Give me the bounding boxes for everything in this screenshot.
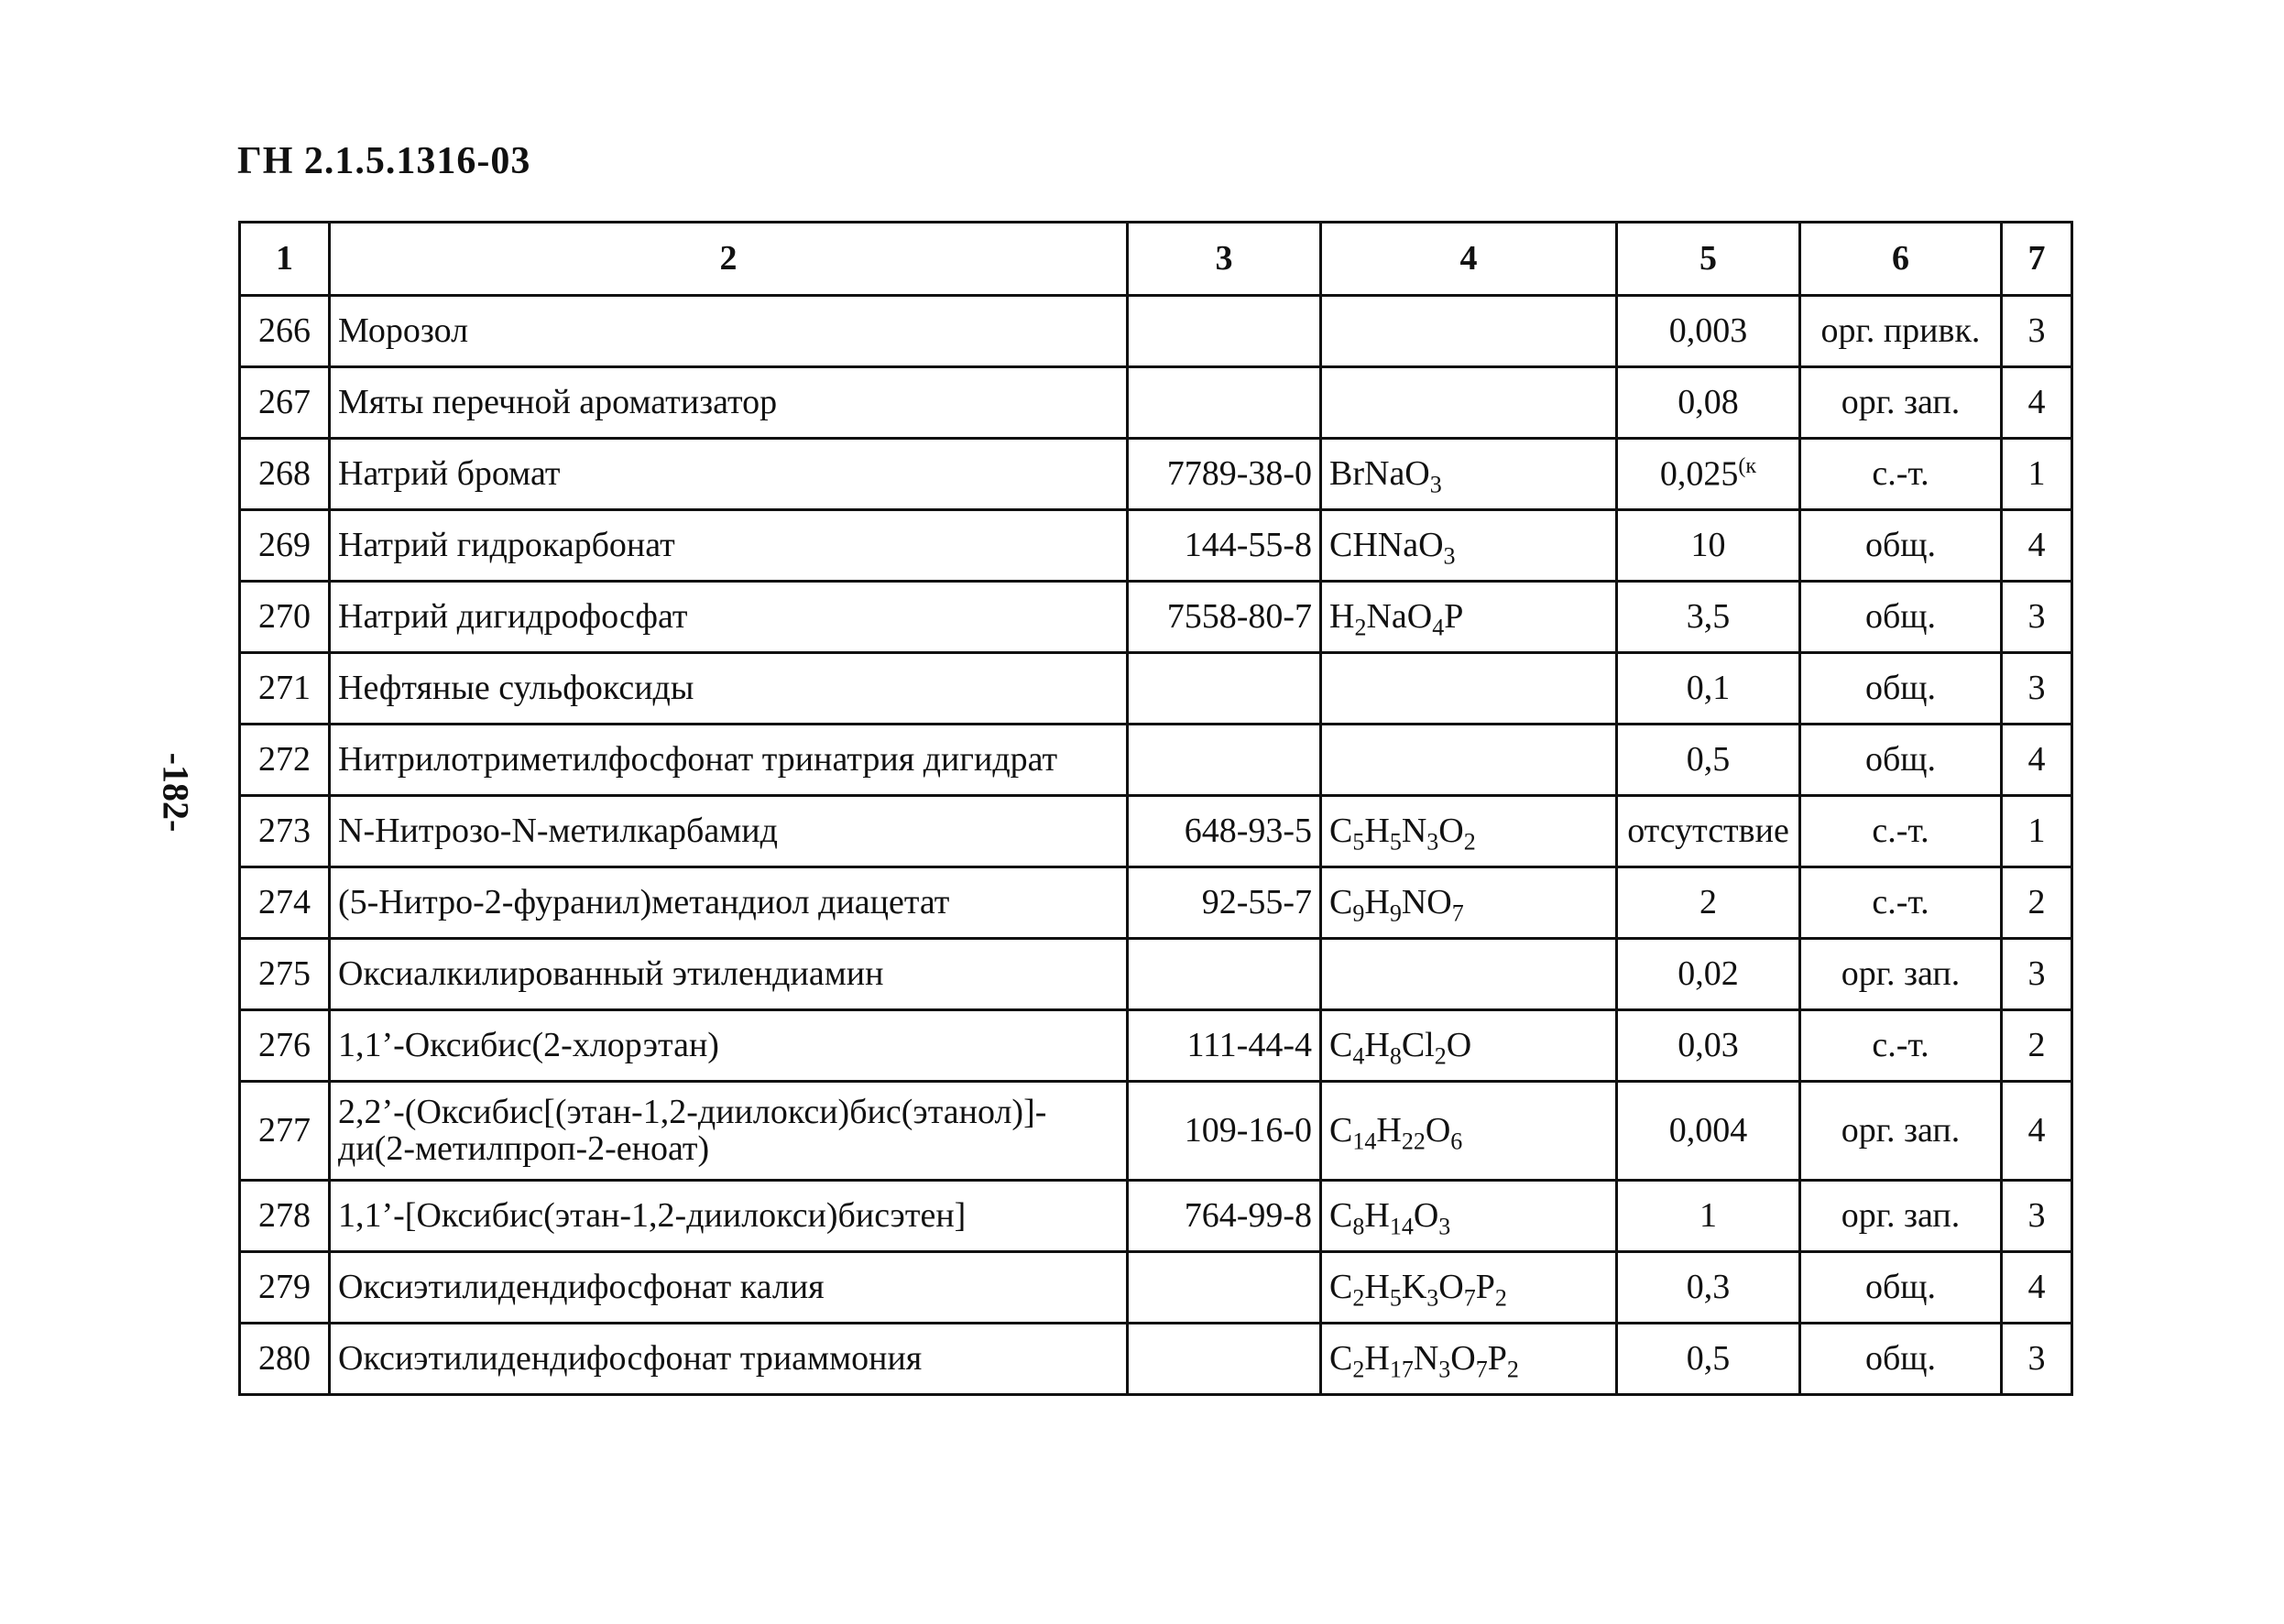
formula-part: H: [1364, 1025, 1390, 1064]
value-text: 10: [1690, 525, 1726, 564]
hazard-class: 4: [2002, 725, 2072, 796]
formula-subscript: 2: [1354, 614, 1367, 641]
value-text: 0,5: [1686, 739, 1731, 779]
chemical-formula: [1321, 1082, 1617, 1181]
table-row: [240, 867, 2072, 939]
value-text: 0,004: [1668, 1110, 1748, 1150]
standard-value: [1617, 1082, 1800, 1181]
chemical-formula: [1321, 367, 1617, 439]
value-text: 1: [1699, 1195, 1717, 1235]
formula-subscript: 3: [1426, 828, 1439, 856]
table-row: [240, 725, 2072, 796]
standard-value: [1617, 1010, 1800, 1082]
formula-part: NO: [1401, 882, 1452, 921]
hazard-class: 3: [2002, 582, 2072, 653]
document-header: ГН 2.1.5.1316-03: [237, 140, 531, 182]
hazard-class: 4: [2002, 510, 2072, 582]
formula-part: H: [1364, 811, 1390, 850]
row-number: 267: [240, 367, 330, 439]
formula-subscript: 7: [1475, 1356, 1488, 1383]
table-row: [240, 1082, 2072, 1181]
harm-indicator: орг. зап.: [1800, 367, 2002, 439]
standard-value: [1617, 439, 1800, 510]
substance-name: Оксиэтилидендифосфонат калия: [330, 1252, 1128, 1324]
table-row: [240, 439, 2072, 510]
harm-indicator: общ.: [1800, 1252, 2002, 1324]
chemical-formula: [1321, 939, 1617, 1010]
substance-name: Натрий дигидрофосфат: [330, 582, 1128, 653]
standard-value: [1617, 796, 1800, 867]
formula-part: C: [1329, 1110, 1353, 1150]
formula-subscript: 3: [1438, 1356, 1451, 1383]
row-number: 280: [240, 1324, 330, 1395]
formula-part: C: [1329, 1338, 1353, 1378]
formula-subscript: 22: [1401, 1128, 1426, 1155]
standard-value: [1617, 1324, 1800, 1395]
table-row: [240, 296, 2072, 367]
table-row: [240, 796, 2072, 867]
standard-value: [1617, 653, 1800, 725]
hazard-class: 4: [2002, 1082, 2072, 1181]
value-text: 0,03: [1677, 1025, 1739, 1064]
table-row: [240, 582, 2072, 653]
formula-part: H: [1364, 882, 1390, 921]
value-text: 3,5: [1686, 596, 1731, 636]
chemical-formula: [1321, 796, 1617, 867]
substance-name: Нефтяные сульфоксиды: [330, 653, 1128, 725]
formula-subscript: 3: [1426, 1284, 1439, 1312]
page-number: -182-: [155, 752, 197, 833]
column-header-5: 5: [1617, 223, 1800, 296]
formula-subscript: 14: [1389, 1213, 1414, 1240]
hazard-class: 1: [2002, 796, 2072, 867]
formula-part: K: [1401, 1267, 1427, 1306]
cas-number: [1128, 1324, 1321, 1395]
formula-subscript: 8: [1389, 1042, 1402, 1070]
substance-name: N-Нитрозо-N-метилкарбамид: [330, 796, 1128, 867]
harm-indicator: общ.: [1800, 510, 2002, 582]
row-number: 271: [240, 653, 330, 725]
formula-subscript: 3: [1443, 542, 1456, 570]
formula-subscript: 17: [1389, 1356, 1414, 1383]
standard-value: [1617, 510, 1800, 582]
row-number: 277: [240, 1082, 330, 1181]
column-header-1: 1: [240, 223, 330, 296]
formula-part: C: [1329, 882, 1353, 921]
formula-subscript: 4: [1352, 1042, 1365, 1070]
formula-part: H: [1364, 1267, 1390, 1306]
column-header-3: 3: [1128, 223, 1321, 296]
substance-name: 1,1’-Оксибис(2-хлорэтан): [330, 1010, 1128, 1082]
formula-part: C: [1329, 1025, 1353, 1064]
table-row: [240, 1252, 2072, 1324]
formula-subscript: 3: [1429, 471, 1442, 498]
formula-part: P: [1475, 1267, 1495, 1306]
harm-indicator: орг. привк.: [1800, 296, 2002, 367]
standard-value: [1617, 939, 1800, 1010]
table-row: [240, 653, 2072, 725]
formula-subscript: 9: [1389, 899, 1402, 927]
cas-number: 144-55-8: [1128, 510, 1321, 582]
substance-name: Натрий бромат: [330, 439, 1128, 510]
standard-value: [1617, 296, 1800, 367]
chemical-formula: [1321, 1252, 1617, 1324]
substance-name: Оксиэтилидендифосфонат триаммония: [330, 1324, 1128, 1395]
chemical-formula: [1321, 439, 1617, 510]
formula-part: N: [1401, 811, 1427, 850]
substance-name: 2,2’-(Оксибис[(этан-1,2-диилокси)бис(этанол)]-ди(2-метилпроп-2-еноат): [330, 1082, 1128, 1181]
row-number: 274: [240, 867, 330, 939]
value-text: 0,025: [1659, 454, 1739, 494]
formula-part: CHNaO: [1329, 525, 1444, 564]
formula-part: H: [1364, 1195, 1390, 1235]
standard-value: [1617, 1252, 1800, 1324]
formula-part: O: [1438, 1267, 1464, 1306]
hazard-class: 3: [2002, 296, 2072, 367]
standard-value: [1617, 867, 1800, 939]
formula-subscript: 6: [1450, 1128, 1463, 1155]
harm-indicator: общ.: [1800, 725, 2002, 796]
hazard-class: 2: [2002, 1010, 2072, 1082]
cas-number: [1128, 725, 1321, 796]
formula-subscript: 2: [1463, 828, 1476, 856]
value-text: 0,3: [1686, 1267, 1731, 1306]
substance-name: Морозол: [330, 296, 1128, 367]
standard-value: [1617, 725, 1800, 796]
formula-part: BrNaO: [1329, 453, 1430, 493]
chemical-formula: [1321, 1010, 1617, 1082]
formula-subscript: 2: [1506, 1356, 1519, 1383]
cas-number: [1128, 653, 1321, 725]
substance-name: Нитрилотриметилфосфонат тринатрия дигидрат: [330, 725, 1128, 796]
cas-number: [1128, 367, 1321, 439]
harm-indicator: общ.: [1800, 582, 2002, 653]
substance-name: 1,1’-[Оксибис(этан-1,2-диилокси)бисэтен]: [330, 1181, 1128, 1252]
table-row: [240, 1010, 2072, 1082]
cas-number: [1128, 1252, 1321, 1324]
cas-number: 7558-80-7: [1128, 582, 1321, 653]
substance-name: (5-Нитро-2-фуранил)метандиол диацетат: [330, 867, 1128, 939]
row-number: 275: [240, 939, 330, 1010]
formula-part: O: [1438, 811, 1464, 850]
column-header-4: 4: [1321, 223, 1617, 296]
formula-subscript: 8: [1352, 1213, 1365, 1240]
hazard-class: 4: [2002, 367, 2072, 439]
standard-value: [1617, 367, 1800, 439]
formula-part: O: [1413, 1195, 1439, 1235]
harm-indicator: общ.: [1800, 1324, 2002, 1395]
table-row: [240, 939, 2072, 1010]
harm-indicator: с.-т.: [1800, 867, 2002, 939]
formula-subscript: 5: [1352, 828, 1365, 856]
standard-value: [1617, 582, 1800, 653]
row-number: 269: [240, 510, 330, 582]
formula-part: H: [1376, 1110, 1402, 1150]
harm-indicator: с.-т.: [1800, 439, 2002, 510]
cas-number: 92-55-7: [1128, 867, 1321, 939]
formula-subscript: 7: [1451, 899, 1464, 927]
substances-table: [238, 221, 2073, 1396]
chemical-formula: [1321, 582, 1617, 653]
cas-number: [1128, 939, 1321, 1010]
table-row: [240, 1181, 2072, 1252]
substance-name: Мяты перечной ароматизатор: [330, 367, 1128, 439]
formula-subscript: 2: [1352, 1356, 1365, 1383]
formula-part: O: [1425, 1110, 1451, 1150]
cas-number: 764-99-8: [1128, 1181, 1321, 1252]
formula-part: H: [1329, 596, 1355, 636]
chemical-formula: [1321, 510, 1617, 582]
harm-indicator: общ.: [1800, 653, 2002, 725]
value-text: 0,08: [1677, 382, 1739, 421]
value-note: (к: [1738, 453, 1757, 478]
value-text: 0,02: [1677, 954, 1739, 993]
formula-subscript: 2: [1352, 1284, 1365, 1312]
cas-number: 109-16-0: [1128, 1082, 1321, 1181]
row-number: 268: [240, 439, 330, 510]
table-row: [240, 367, 2072, 439]
hazard-class: 1: [2002, 439, 2072, 510]
table-row: [240, 1324, 2072, 1395]
row-number: 279: [240, 1252, 330, 1324]
column-header-2: 2: [330, 223, 1128, 296]
formula-subscript: 5: [1389, 828, 1402, 856]
formula-subscript: 4: [1432, 614, 1445, 641]
harm-indicator: орг. зап.: [1800, 1181, 2002, 1252]
chemical-formula: [1321, 1324, 1617, 1395]
row-number: 273: [240, 796, 330, 867]
cas-number: 111-44-4: [1128, 1010, 1321, 1082]
harm-indicator: с.-т.: [1800, 1010, 2002, 1082]
row-number: 266: [240, 296, 330, 367]
harm-indicator: орг. зап.: [1800, 939, 2002, 1010]
hazard-class: 3: [2002, 939, 2072, 1010]
cas-number: 7789-38-0: [1128, 439, 1321, 510]
value-text: 0,5: [1686, 1338, 1731, 1378]
formula-part: C: [1329, 811, 1353, 850]
row-number: 272: [240, 725, 330, 796]
formula-subscript: 3: [1438, 1213, 1451, 1240]
hazard-class: 3: [2002, 653, 2072, 725]
formula-part: O: [1446, 1025, 1472, 1064]
value-text: 0,1: [1686, 668, 1731, 707]
table-row: [240, 510, 2072, 582]
chemical-formula: [1321, 296, 1617, 367]
formula-part: C: [1329, 1267, 1353, 1306]
value-text: отсутствие: [1627, 811, 1789, 850]
chemical-formula: [1321, 1181, 1617, 1252]
value-text: 2: [1699, 882, 1717, 921]
substance-name: Натрий гидрокарбонат: [330, 510, 1128, 582]
substance-name: Оксиалкилированный этилендиамин: [330, 939, 1128, 1010]
chemical-formula: [1321, 867, 1617, 939]
chemical-formula: [1321, 725, 1617, 796]
column-header-7: 7: [2002, 223, 2072, 296]
formula-part: H: [1364, 1338, 1390, 1378]
formula-subscript: 14: [1352, 1128, 1377, 1155]
hazard-class: 4: [2002, 1252, 2072, 1324]
formula-part: N: [1413, 1338, 1439, 1378]
column-header-6: 6: [1800, 223, 2002, 296]
hazard-class: 3: [2002, 1181, 2072, 1252]
formula-subscript: 2: [1494, 1284, 1507, 1312]
formula-part: Cl: [1401, 1025, 1435, 1064]
cas-number: 648-93-5: [1128, 796, 1321, 867]
table-body: [240, 223, 2072, 1395]
formula-part: P: [1444, 596, 1464, 636]
formula-part: C: [1329, 1195, 1353, 1235]
standard-value: [1617, 1181, 1800, 1252]
cas-number: [1128, 296, 1321, 367]
formula-subscript: 7: [1463, 1284, 1476, 1312]
header-row: [240, 223, 2072, 296]
formula-subscript: 9: [1352, 899, 1365, 927]
formula-part: P: [1487, 1338, 1507, 1378]
hazard-class: 2: [2002, 867, 2072, 939]
row-number: 270: [240, 582, 330, 653]
chemical-formula: [1321, 653, 1617, 725]
hazard-class: 3: [2002, 1324, 2072, 1395]
row-number: 276: [240, 1010, 330, 1082]
harm-indicator: с.-т.: [1800, 796, 2002, 867]
formula-part: NaO: [1366, 596, 1433, 636]
formula-subscript: 5: [1389, 1284, 1402, 1312]
formula-subscript: 2: [1434, 1042, 1447, 1070]
harm-indicator: орг. зап.: [1800, 1082, 2002, 1181]
value-text: 0,003: [1668, 311, 1748, 350]
row-number: 278: [240, 1181, 330, 1252]
formula-part: O: [1450, 1338, 1476, 1378]
